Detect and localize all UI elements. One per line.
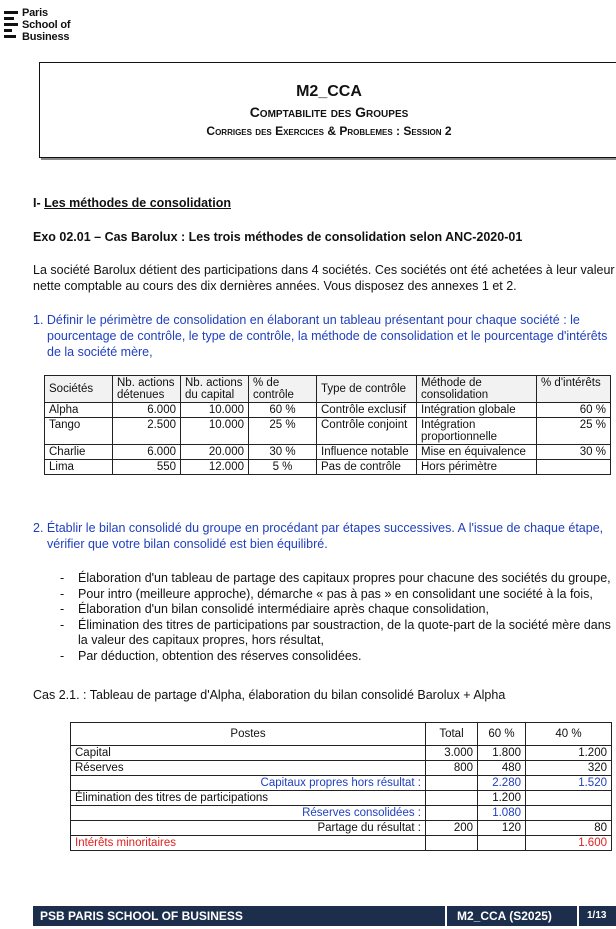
list-item: - Élaboration d'un bilan consolidé intermédiaire après chaque consolidation, — [60, 602, 616, 618]
list-item: - Élaboration d'un tableau de partage des capitaux propres pour chacune des sociétés du groupe, — [60, 571, 616, 587]
question-1: 1. Définir le périmètre de consolidation en élaborant un tableau présentant pour chaque société : le pourcentage de contrôle, le type de contrôle, la méthode de consolidation et le pourcentage d'intérêts de la société mère, — [33, 313, 608, 359]
list-item: - Par déduction, obtention des réserves consolidées. — [60, 649, 616, 665]
section-heading: I- Les méthodes de consolidation — [33, 196, 231, 210]
question-2: 2. Établir le bilan consolidé du groupe en procédant par étapes successives. A l'issue de chaque étape, vérifier que votre bilan consolidé est bien équilibré. — [33, 521, 604, 551]
col-header: Total — [426, 723, 478, 746]
exercise-heading: Exo 02.01 – Cas Barolux : Les trois méthodes de consolidation selon ANC-2020-01 — [33, 230, 523, 244]
col-header: Méthode de consolidation — [417, 376, 537, 403]
school-logo — [2, 5, 92, 51]
table-row: Élimination des titres de participations 1.200 — [71, 791, 612, 806]
footer-course: M2_CCA (S2025) — [447, 906, 577, 926]
col-header: Type de contrôle — [317, 376, 417, 403]
col-header: 40 % — [526, 723, 612, 746]
intro-paragraph: La société Barolux détient des participations dans 4 sociétés. Ces sociétés ont été achetées à leur valeur nette comptable au cours des dix dernières années. Vous disposez des annexes 1 et 2. — [33, 263, 615, 293]
list-item: - Élimination des titres de participations par soustraction, de la quote-part de la société mère dans la valeur des capitaux propres, hors résultat, — [60, 618, 616, 649]
table-row: Charlie 6.000 20.000 30 % Influence notable Mise en équivalence 30 % — [45, 445, 611, 460]
footer-school: PSB PARIS SCHOOL OF BUSINESS — [33, 906, 445, 926]
col-header: Nb. actions détenues — [113, 376, 181, 403]
page-number: 1/13 — [579, 906, 616, 926]
equity-sharing-table — [70, 722, 612, 851]
col-header: Postes — [71, 723, 426, 746]
steps-list — [60, 571, 616, 664]
col-header: Nb. actions du capital — [181, 376, 249, 403]
col-header: 60 % — [478, 723, 526, 746]
doc-subtitle: Corriges des Exercices & Problemes : Session 2 — [206, 124, 452, 138]
list-item: - Pour intro (meilleure approche), démarche « pas à pas » en consolidant une société à la fois, — [60, 587, 616, 603]
table-row: Partage du résultat : 200 120 80 — [71, 821, 612, 836]
table-row: Réserves consolidées : 1.080 — [71, 806, 612, 821]
col-header: % d'intérêts — [537, 376, 611, 403]
table-row: Capital 3.000 1.800 1.200 — [71, 746, 612, 761]
table-row: Lima 550 12.000 5 % Pas de contrôle Hors périmètre — [45, 460, 611, 475]
table-row: Alpha 6.000 10.000 60 % Contrôle exclusif Intégration globale 60 % — [45, 403, 611, 418]
table-row: Réserves 800 480 320 — [71, 761, 612, 776]
perimeter-table — [44, 375, 611, 475]
col-header: % de contrôle — [249, 376, 317, 403]
doc-title: Comptabilite des Groupes — [249, 104, 409, 120]
logo-bars-icon — [4, 11, 18, 41]
title-box — [39, 62, 616, 158]
table-row: Tango 2.500 10.000 25 % Contrôle conjoint Intégration proportionnelle 25 % — [45, 418, 611, 445]
col-header: Sociétés — [45, 376, 113, 403]
page-footer — [33, 906, 616, 926]
case-heading: Cas 2.1. : Tableau de partage d'Alpha, élaboration du bilan consolidé Barolux + Alpha — [33, 688, 506, 702]
logo-text: Paris School of Business — [22, 7, 71, 43]
table-row: Intérêts minoritaires 1.600 — [71, 836, 612, 851]
table-row: Capitaux propres hors résultat : 2.280 1.520 — [71, 776, 612, 791]
doc-code: M2_CCA — [296, 83, 362, 100]
